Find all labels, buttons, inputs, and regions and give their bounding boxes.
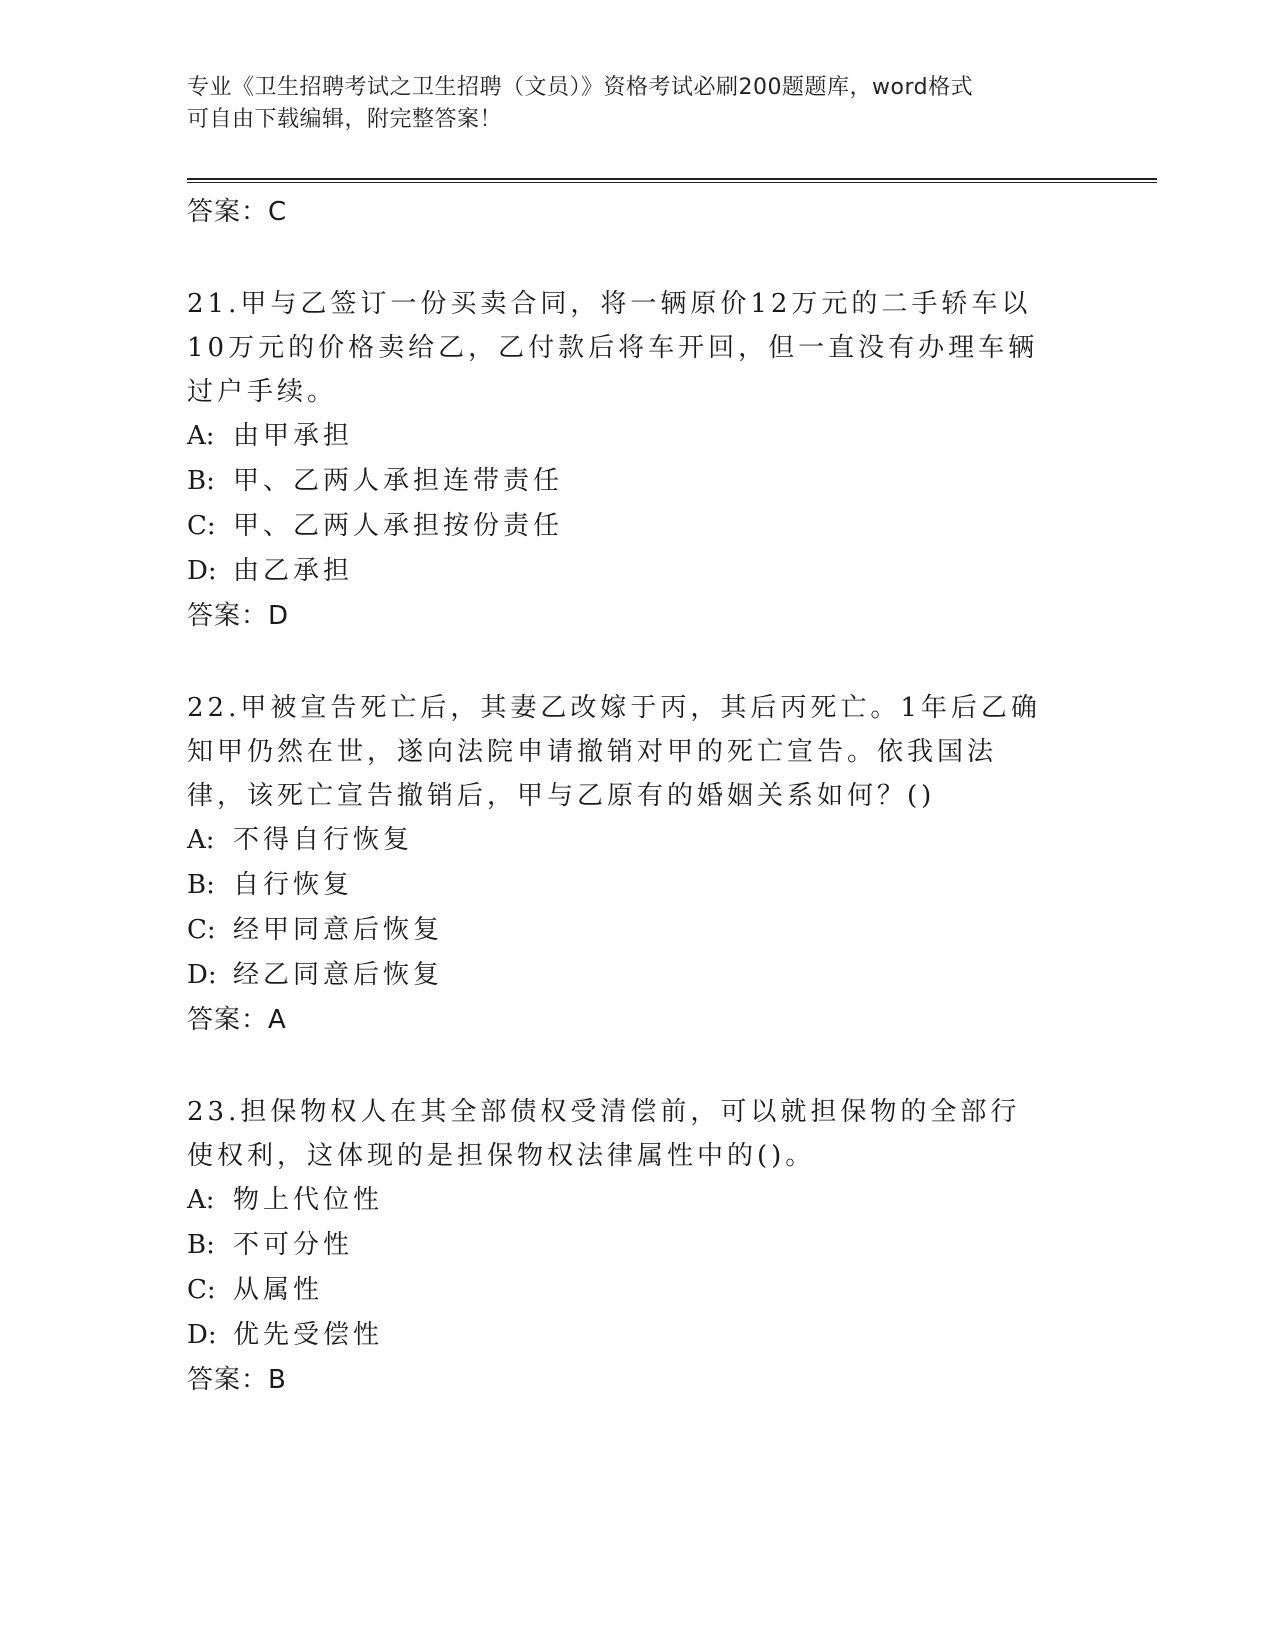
answer-line: 答案：B (187, 1365, 287, 1395)
option-d (187, 1313, 1087, 1358)
option-letter: C: (187, 511, 216, 541)
option-letter: A: (187, 1185, 215, 1215)
option-letter: B: (187, 870, 215, 900)
option-text: 甲、乙两人承担按份责任 (233, 511, 564, 541)
option-text: 从属性 (233, 1275, 324, 1305)
option-a (187, 414, 1087, 459)
answer-line: 答案：C (187, 197, 288, 227)
option-letter: B: (187, 466, 215, 496)
option-text: 物上代位性 (233, 1185, 384, 1215)
question-list (187, 190, 1087, 1402)
header-divider (187, 178, 1157, 183)
answer-line: 答案：D (187, 601, 290, 631)
question-block-22 (187, 686, 1087, 1042)
option-letter: A: (187, 825, 215, 855)
option-d (187, 549, 1087, 594)
option-b (187, 459, 1087, 504)
option-c (187, 504, 1087, 549)
question-text: 21.甲与乙签订一份买卖合同，将一辆原价12万元的二手轿车以10万元的价格卖给乙，乙付款后将车开回，但一直没有办理车辆过户手续。 (187, 289, 1039, 407)
option-letter: C: (187, 915, 216, 945)
header-line-2: 可自由下载编辑，附完整答案！ (187, 107, 503, 132)
option-text: 由乙承担 (233, 556, 354, 586)
option-letter: D: (187, 1320, 217, 1350)
option-a (187, 818, 1087, 863)
option-text: 甲、乙两人承担连带责任 (233, 466, 564, 496)
header-line-1: 专业《卫生招聘考试之卫生招聘（文员）》资格考试必刷200题题库，word格式 (187, 75, 974, 100)
option-letter: C: (187, 1275, 216, 1305)
option-text: 经甲同意后恢复 (233, 915, 444, 945)
option-c (187, 908, 1087, 953)
option-text: 优先受偿性 (233, 1320, 384, 1350)
option-d (187, 953, 1087, 998)
option-a (187, 1178, 1087, 1223)
option-text: 经乙同意后恢复 (233, 960, 444, 990)
option-letter: B: (187, 1230, 215, 1260)
option-letter: A: (187, 421, 215, 451)
option-letter: D: (187, 960, 217, 990)
option-b (187, 1223, 1087, 1268)
option-text: 不可分性 (233, 1230, 354, 1260)
question-text: 22.甲被宣告死亡后，其妻乙改嫁于丙，其后丙死亡。1年后乙确知甲仍然在世，遂向法院申请撤销对甲的死亡宣告。依我国法律，该死亡宣告撤销后，甲与乙原有的婚姻关系如何？() (187, 693, 1041, 811)
page-header (187, 72, 1077, 136)
question-block-21 (187, 282, 1087, 638)
question-text: 23.担保物权人在其全部债权受清偿前，可以就担保物的全部行使权利，这体现的是担保物权法律属性中的()。 (187, 1097, 1021, 1171)
option-c (187, 1268, 1087, 1313)
question-block-23 (187, 1090, 1087, 1402)
answer-line: 答案：A (187, 1005, 287, 1035)
option-text: 自行恢复 (233, 870, 354, 900)
option-text: 由甲承担 (233, 421, 354, 451)
option-text: 不得自行恢复 (233, 825, 414, 855)
option-letter: D: (187, 556, 217, 586)
option-b (187, 863, 1087, 908)
